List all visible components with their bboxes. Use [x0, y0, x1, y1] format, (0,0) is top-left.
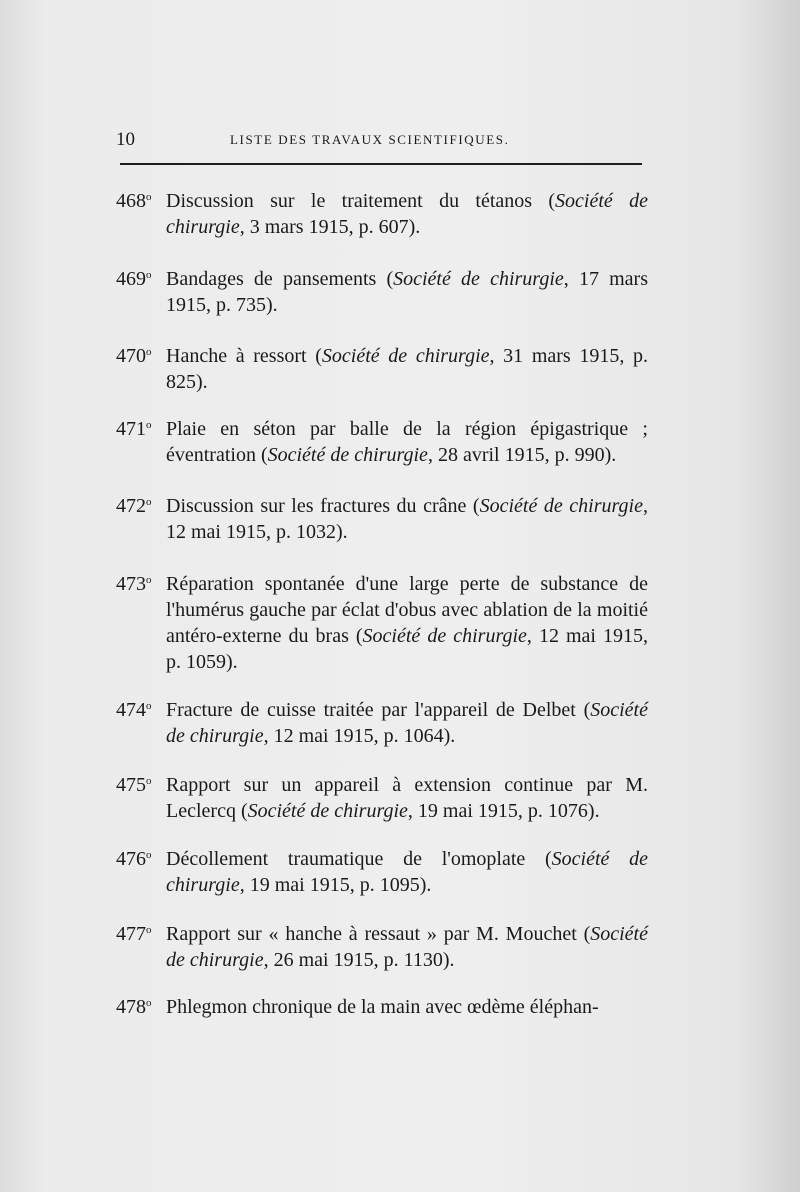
entry-472 — [116, 489, 648, 545]
entry-text: Réparation spontanée d'une large perte de substance de l'humérus gauche par éclat d'obus avec ablation de la moitié antéro-externe du bras ( — [166, 573, 648, 647]
entry-number: 469$^o$ — [116, 268, 152, 290]
entry-text: Rapport sur « hanche à ressaut » par M. Mouchet ( — [166, 923, 591, 945]
entry-number: 473$^o$ — [116, 573, 152, 595]
entry-text: Bandages de pansements ( — [166, 268, 394, 290]
entry-number: 475$^o$ — [116, 774, 152, 796]
entry-details: , 28 avril 1915, p. 990). — [427, 444, 617, 466]
entry-details: , 19 mai 1915, p. 1076). — [407, 800, 600, 822]
entry-details: , 12 mai 1915, p. 1064). — [263, 725, 456, 747]
entry-details: , 26 mai 1915, p. 1130). — [263, 949, 455, 971]
entry-number: 472$^o$ — [116, 495, 152, 517]
entry-journal: Société de chirurgie — [479, 495, 643, 517]
entry-text: Rapport sur un appareil à extension continue par M. Leclercq ( — [166, 774, 648, 822]
entry-journal: Société de chirurgie — [166, 848, 648, 896]
entry-number: 470$^o$ — [116, 345, 152, 367]
running-title: LISTE DES TRAVAUX SCIENTIFIQUES. — [230, 132, 510, 147]
entry-number: 477$^o$ — [116, 923, 152, 945]
entry-details: , 12 mai 1915, p. 1059). — [166, 625, 648, 673]
entry-number: 468$^o$ — [116, 190, 152, 212]
entry-details: , 3 mars 1915, p. 607). — [239, 216, 421, 238]
entry-471 — [116, 412, 648, 468]
entry-number: 478$^o$ — [116, 996, 152, 1018]
entry-text: Décollement traumatique de l'omoplate ( — [166, 848, 552, 870]
entry-number: 476$^o$ — [116, 848, 152, 870]
entry-journal: Société de chirurgie — [166, 923, 648, 971]
entry-details: , 31 mars 1915, p. 825). — [166, 345, 648, 393]
entry-473 — [116, 567, 648, 675]
entry-477 — [116, 917, 648, 973]
entry-text: Phlegmon chronique de la main avec œdème éléphan- — [166, 996, 599, 1018]
entry-470 — [116, 339, 648, 395]
entry-journal: Société de chirurgie — [267, 444, 428, 466]
entry-text: Fracture de cuisse traitée par l'appareil de Delbet ( — [166, 699, 591, 721]
entry-details: , 17 mars 1915, p. 735). — [166, 268, 648, 316]
entry-journal: Société de chirurgie — [166, 190, 649, 238]
entry-478 — [116, 990, 648, 1020]
entry-468 — [116, 184, 648, 240]
entry-journal: Société de chirurgie — [166, 699, 648, 747]
entry-details: , 12 mai 1915, p. 1032). — [166, 495, 648, 543]
entry-474 — [116, 693, 648, 749]
entry-journal: Société de chirurgie — [362, 625, 527, 647]
entry-details: , 19 mai 1915, p. 1095). — [239, 874, 432, 896]
entry-text: Discussion sur le traitement du tétanos ( — [166, 190, 556, 212]
entry-number: 471$^o$ — [116, 418, 152, 440]
entry-text: Plaie en séton par balle de la région épigastrique ; éventration ( — [166, 418, 648, 466]
entry-number: 474$^o$ — [116, 699, 152, 721]
page-number: 10 — [116, 129, 135, 150]
entry-journal: Société de chirurgie — [393, 268, 564, 290]
entry-476 — [116, 842, 648, 898]
entry-journal: Société de chirurgie — [321, 345, 490, 367]
entry-469 — [116, 262, 648, 318]
entry-475 — [116, 768, 648, 824]
entry-journal: Société de chirurgie — [247, 800, 408, 822]
entry-text: Hanche à ressort ( — [166, 345, 322, 367]
entry-text: Discussion sur les fractures du crâne ( — [166, 495, 480, 517]
